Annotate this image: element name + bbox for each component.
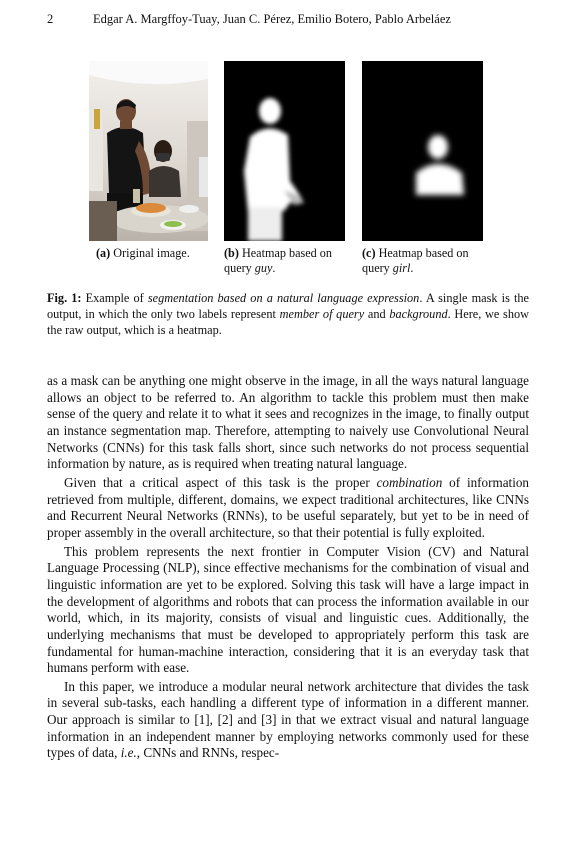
paragraph-1: as a mask can be anything one might observe in the image, in all the ways natural language allows an object to be referred to. An algorithm to tackle this problem must then make sense of the query and relate it to what it sees and recognizes in the image, to finally output an instance segmentation map. Therefore, attempting to naively use Convolutional Neural Networks (CNNs) for this task falls short, since such networks do not process sequential information by nature, as is required when treating natural language. (47, 373, 529, 472)
paragraph-4-emph: i.e. (120, 745, 137, 761)
subcaption-b-label: (b) (224, 246, 239, 260)
original-photo-illustration (89, 61, 208, 241)
subcaption-b-query: guy (254, 261, 273, 275)
page-number: 2 (47, 12, 54, 26)
heatmap-girl-illustration (362, 61, 483, 241)
figure-caption (47, 290, 529, 338)
figure-caption-emph-2: member of query (279, 307, 365, 321)
figure-original-image (89, 61, 208, 241)
paragraph-4-part-1: In this paper, we introduce a modular neural network architecture that divides the task in several sub-tasks, each handling a different type of information in a different manner. Our approach is similar to [1], [2] and [3] in that we extract visual and natural language information in an independent manner by employing networks commonly used for these types of data, (47, 678, 529, 761)
paragraph-2-part-1: Given that a critical aspect of this task is the proper (64, 474, 370, 490)
running-header (47, 12, 528, 28)
figure-caption-label: Fig. 1: (47, 291, 82, 305)
subcaption-c: (c) Heatmap based on query girl. (362, 246, 469, 275)
heatmap-guy-illustration (224, 61, 345, 241)
paragraph-2 (47, 475, 529, 542)
subcaption-a (96, 246, 216, 261)
subcaption-c-label: (c) (362, 246, 376, 260)
figure-caption-text-2: . A single mask is the output, in which the only two labels represent (47, 291, 530, 321)
paragraph-2-emph: combination (376, 474, 443, 490)
paragraph-4 (47, 679, 529, 762)
figure-caption-emph-1: segmentation based on a natural language expression (147, 291, 420, 305)
paragraph-3: This problem represents the next frontier in Computer Vision (CV) and Natural Language Processing (NLP), since effective mechanisms for the combination of visual and linguistic information are yet to be explored. Solving this task will have a large impact in the development of algorithms and robots that can process the information available in our world, which, in its majority, consists of visual and linguistic cues. Additionally, the underlying mechanisms that must be developed to appropriately perform this task are fundamental for human-machine interaction, considering that it is an everyday task that humans perform with ease. (47, 543, 529, 676)
figure-heatmap-girl (362, 61, 483, 241)
subcaption-a-text: Original image. (113, 246, 190, 260)
subcaption-c-text: Heatmap based on query (362, 246, 469, 275)
subcaption-c-query: girl (392, 261, 411, 275)
subcaption-b: (b) Heatmap based on query guy. (224, 246, 332, 275)
figure-heatmap-guy (224, 61, 345, 241)
subcaption-a-label: (a) (96, 246, 111, 260)
body-text (47, 373, 529, 762)
figure-caption-text-1: Example of (85, 291, 144, 305)
figure-caption-emph-3: background (389, 307, 448, 321)
running-header-authors: Edgar A. Margffoy-Tuay, Juan C. Pérez, Emilio Botero, Pablo Arbeláez (93, 12, 451, 26)
subcaption-b-text: Heatmap based on query (224, 246, 332, 275)
paragraph-2-part-2: of information retrieved from multiple, different, domains, we expect traditional architectures, like CNNs and Recurrent Neural Networks (RNNs), to be useful separately, but yet to be in need of proper assembly in the overall architecture, so that their potential is fully exploited. (47, 474, 529, 540)
figure-caption-text-4: . Here, we show the raw output, which is a heatmap. (47, 307, 530, 337)
figure-caption-text-3: and (367, 307, 386, 321)
paragraph-4-part-2: , CNNs and RNNs, respec- (136, 745, 280, 761)
